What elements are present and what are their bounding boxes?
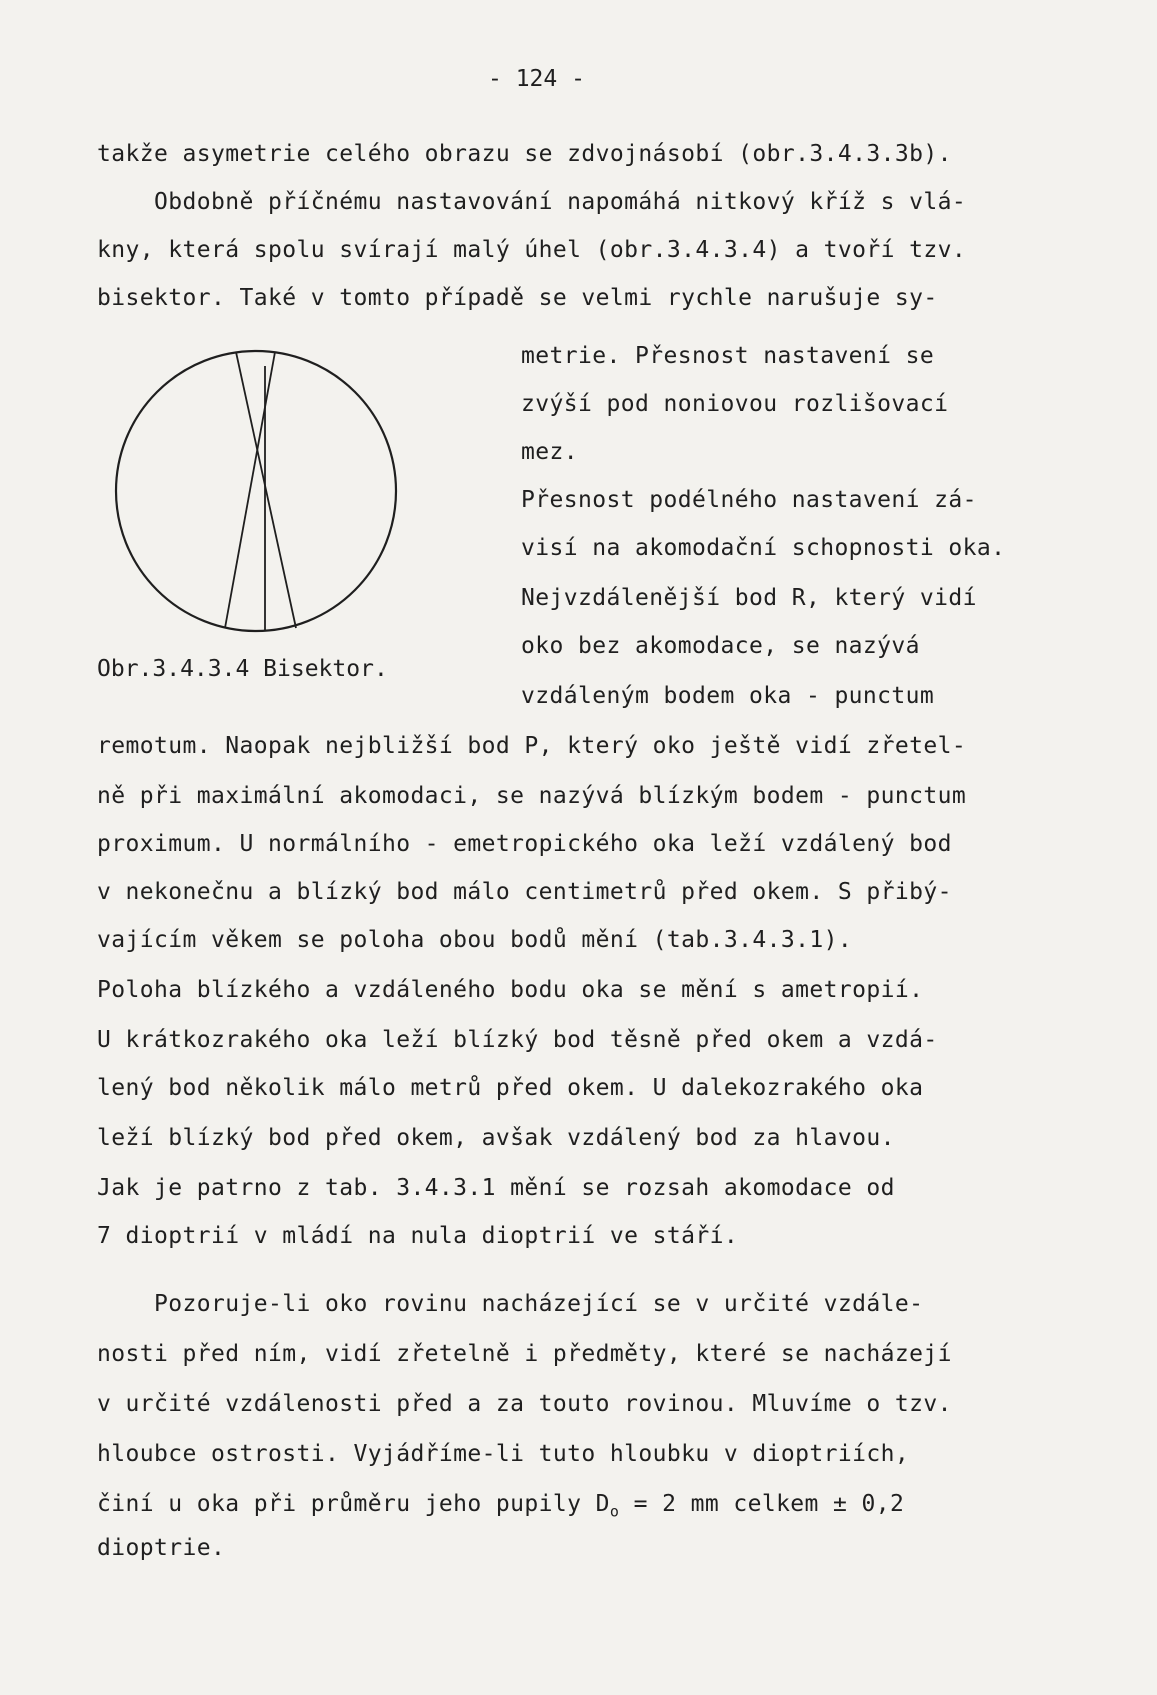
text-line: činí u oka při průměru jeho pupily $D_o = 2$ mm celkem ± 0,2: [97, 1491, 905, 1521]
text-line: Obdobně příčnému nastavování napomáhá nitkový kříž s vlá-: [97, 189, 967, 215]
pupil-subscript: o: [609, 1502, 620, 1521]
text-line: mez.: [521, 439, 578, 465]
text-line: oko bez akomodace, se nazývá: [521, 633, 920, 659]
text-line: remotum. Naopak nejbližší bod P, který oko ještě vidí zřetel-: [97, 733, 967, 759]
text-line: kny, která spolu svírají malý úhel (obr.3.4.3.4) a tvoří tzv.: [97, 237, 967, 263]
text-line: Jak je patrno z tab. 3.4.3.1 mění se rozsah akomodace od: [97, 1175, 895, 1201]
text-line: 7 dioptrií v mládí na nula dioptrií ve stáří.: [97, 1223, 739, 1249]
figure-caption: Obr.3.4.3.4 Bisektor.: [97, 656, 388, 682]
text-line: nosti před ním, vidí zřetelně i předměty, které se nacházejí: [97, 1341, 952, 1367]
text-line: takže asymetrie celého obrazu se zdvojnásobí (obr.3.4.3.3b).: [97, 141, 952, 167]
text-line: hloubce ostrosti. Vyjádříme-li tuto hloubku v dioptriích,: [97, 1441, 910, 1467]
text-line: lený bod několik málo metrů před okem. U dalekozrakého oka: [97, 1075, 924, 1101]
text-line: dioptrie.: [97, 1535, 226, 1561]
bisector-figure: [113, 348, 405, 640]
text-line: Poloha blízkého a vzdáleného bodu oka se mění s ametropií.: [97, 977, 924, 1003]
text-line: v nekonečnu a blízký bod málo centimetrů před okem. S přibý-: [97, 879, 952, 905]
page-number: - 124 -: [488, 66, 585, 92]
text-line: Pozoruje-li oko rovinu nacházející se v určité vzdále-: [97, 1291, 924, 1317]
text-line: zvýší pod noniovou rozlišovací: [521, 391, 949, 417]
text-line: v určité vzdálenosti před a za touto rovinou. Mluvíme o tzv.: [97, 1391, 952, 1417]
text-line: Přesnost podélného nastavení zá-: [521, 487, 977, 513]
text-line: metrie. Přesnost nastavení se: [521, 343, 935, 369]
text-line: vzdáleným bodem oka - punctum: [521, 683, 935, 709]
text-line: ně při maximální akomodaci, se nazývá blízkým bodem - punctum: [97, 783, 967, 809]
text-line: U krátkozrakého oka leží blízký bod těsně před okem a vzdá-: [97, 1027, 938, 1053]
text-line: bisektor. Také v tomto případě se velmi rychle narušuje sy-: [97, 285, 938, 311]
text-line: vajícím věkem se poloha obou bodů mění (tab.3.4.3.1).: [97, 927, 853, 953]
text-line: proximum. U normálního - emetropického oka leží vzdálený bod: [97, 831, 952, 857]
text-line: visí na akomodační schopnosti oka.: [521, 535, 1006, 561]
text-line: Nejvzdálenější bod R, který vidí: [521, 585, 977, 611]
text-line: leží blízký bod před okem, avšak vzdálený bod za hlavou.: [97, 1125, 895, 1151]
